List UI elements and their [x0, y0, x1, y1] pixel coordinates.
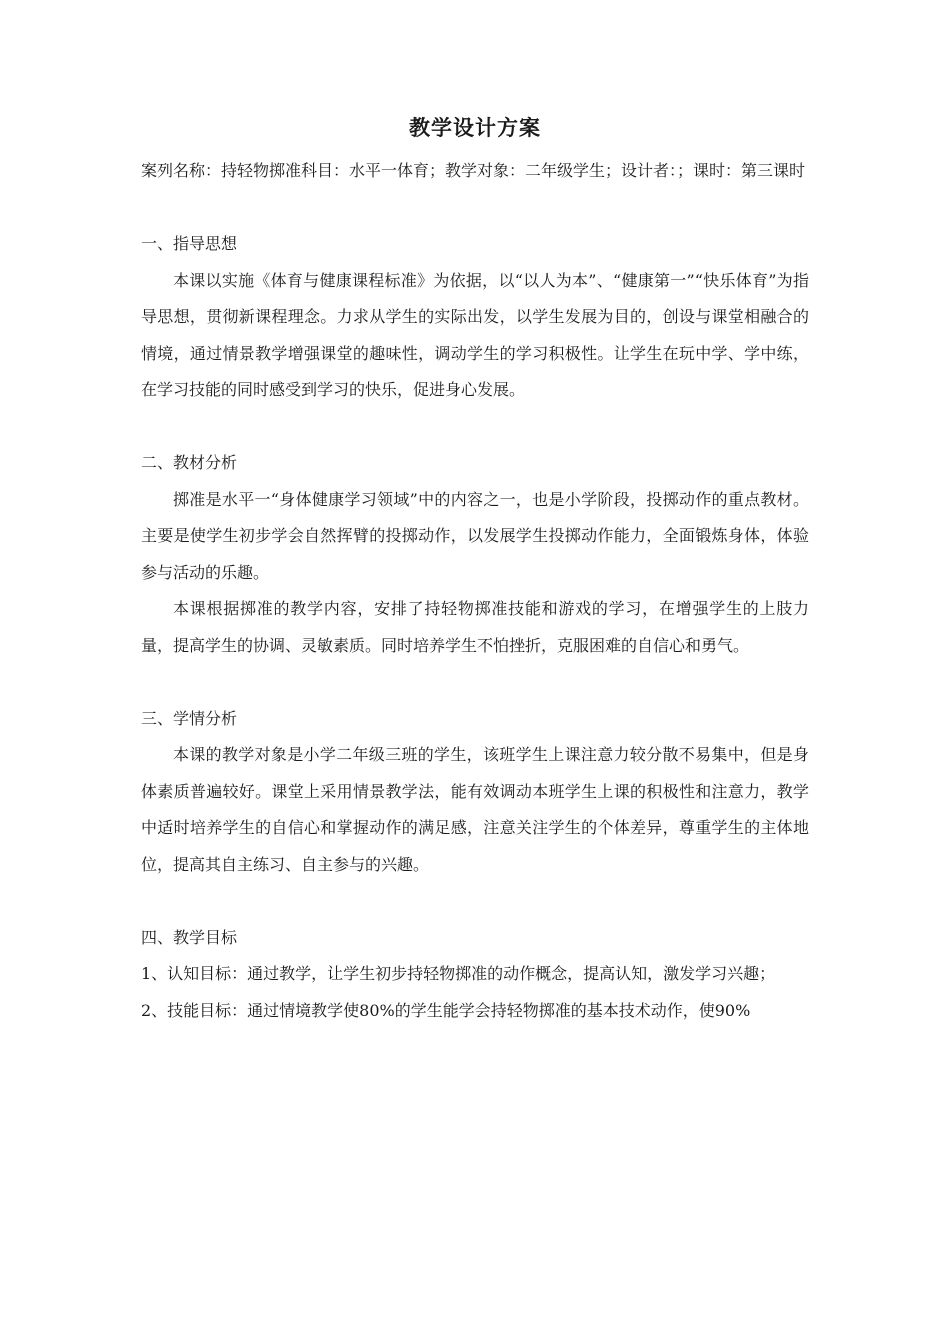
section-paragraph: 本课的教学对象是小学二年级三班的学生，该班学生上课注意力较分散不易集中，但是身体素质普遍较好。课堂上采用情景教学法，能有效调动本班学生上课的积极性和注意力，教学中适时培养学生的自信心和掌握动作的满足感，注意关注学生的个体差异，尊重学生的主体地位，提高其自主练习、自主参与的兴趣。 — [141, 745, 809, 874]
objective-item: 2、技能目标：通过情境教学使80%的学生能学会持轻物掷准的基本技术动作，使90% — [141, 1000, 751, 1020]
section-material-analysis — [141, 445, 809, 664]
document-title: 教学设计方案 — [409, 115, 541, 140]
document-page — [141, 108, 809, 1029]
section-paragraph: 本课根据掷准的教学内容，安排了持轻物掷准技能和游戏的学习，在增强学生的上肢力量，提高学生的协调、灵敏素质。同时培养学生不怕挫折，克服困难的自信心和勇气。 — [141, 599, 809, 655]
section-heading: 一、指导思想 — [141, 234, 238, 253]
section-heading: 二、教材分析 — [141, 453, 238, 472]
section-teaching-objectives — [141, 920, 809, 1030]
objective-item: 1、认知目标：通过教学，让学生初步持轻物掷准的动作概念，提高认知，激发学习兴趣； — [141, 964, 776, 983]
intro-line: 案列名称：持轻物掷准科目：水平一体育；教学对象：二年级学生；设计者：；课时：第三课时 — [141, 161, 806, 180]
section-guiding-thought — [141, 226, 809, 409]
section-heading: 三、学情分析 — [141, 708, 238, 728]
section-student-analysis — [141, 701, 809, 884]
section-paragraph: 掷准是水平一“身体健康学习领域”中的内容之一，也是小学阶段，投掷动作的重点教材。主要是使学生初步学会自然挥臂的投掷动作，以发展学生投掷动作能力，全面锻炼身体，体验参与活动的乐趣。 — [141, 489, 809, 582]
section-paragraph: 本课以实施《体育与健康课程标准》为依据，以“以人为本”、“健康第一”“快乐体育”为指导思想，贯彻新课程理念。力求从学生的实际出发，以学生发展为目的，创设与课堂相融合的情境，通过情景教学增强课堂的趣味性，调动学生的学习积极性。让学生在玩中学、学中练，在学习技能的同时感受到学习的快乐，促进身心发展。 — [141, 270, 809, 399]
section-heading: 四、教学目标 — [141, 927, 238, 947]
